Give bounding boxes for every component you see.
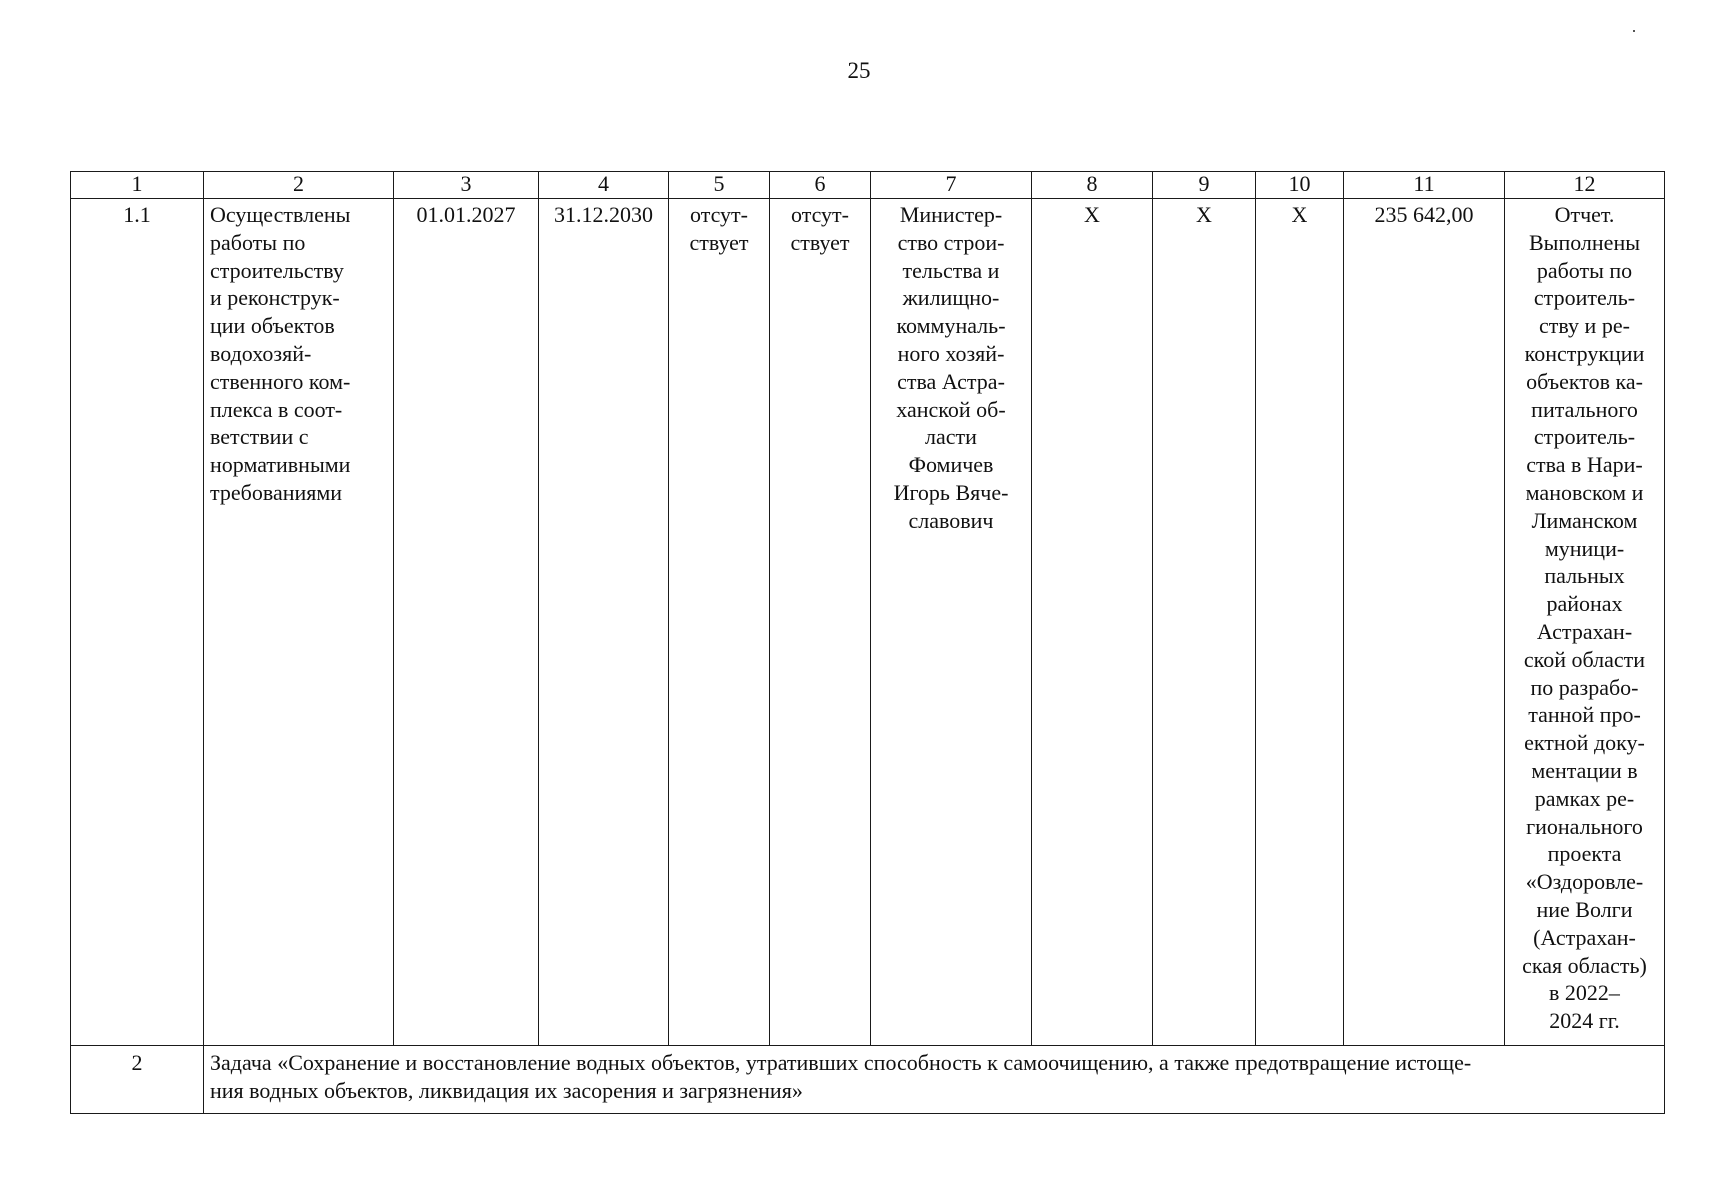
text-line: ства в Нари- xyxy=(1526,452,1643,478)
column-number: 4 xyxy=(539,172,669,199)
text-line: (Астрахан- xyxy=(1533,924,1636,950)
scan-dot xyxy=(1633,30,1635,32)
table-row-1-1 xyxy=(71,199,1665,1046)
text-line: водохозяй- xyxy=(210,340,312,366)
text-line: отсут- xyxy=(689,202,748,227)
text-line: жилищно- xyxy=(902,285,1000,311)
text-line: отсут- xyxy=(790,202,849,227)
text-line: ской области xyxy=(1523,646,1646,672)
text-line: объектов ка- xyxy=(1526,368,1643,394)
task-cell xyxy=(204,1046,1665,1114)
text-line: ного хозяй- xyxy=(897,340,1005,366)
text-line: ласти xyxy=(925,424,977,450)
text-line: 2024 гг. xyxy=(1549,1008,1620,1034)
column-8-cell: Х xyxy=(1032,199,1153,1046)
text-line: муници- xyxy=(1544,535,1625,561)
column-number: 6 xyxy=(770,172,871,199)
text-line: коммуналь- xyxy=(896,313,1006,339)
text-line: работы по xyxy=(1536,257,1633,283)
amount-cell: 235 642,00 xyxy=(1344,199,1505,1046)
text-line: Лиманском xyxy=(1531,507,1638,533)
column-number: 2 xyxy=(204,172,394,199)
column-number: 11 xyxy=(1344,172,1505,199)
text-line: нормативными xyxy=(210,452,351,478)
text-line: ствует xyxy=(790,229,850,255)
text-line: тельства и xyxy=(902,257,1000,283)
program-table xyxy=(70,171,1665,1114)
column-number: 12 xyxy=(1505,172,1665,199)
page-number: 25 xyxy=(847,58,871,83)
text-line: ство строи- xyxy=(897,229,1005,255)
column-number: 8 xyxy=(1032,172,1153,199)
text-line: конструкции xyxy=(1524,340,1645,366)
text-line: ственного ком- xyxy=(210,368,351,394)
text-line: ния водных объектов, ликвидация их засорения и загрязнения» xyxy=(210,1077,803,1103)
text-line: славович xyxy=(908,507,994,533)
column-5-cell xyxy=(669,199,770,1046)
column-numbers-row xyxy=(71,172,1665,199)
column-number: 5 xyxy=(669,172,770,199)
column-10-cell: Х xyxy=(1256,199,1344,1046)
text-line: ветствии с xyxy=(210,424,309,450)
text-line: Астрахан- xyxy=(1536,618,1633,644)
text-line: Министер- xyxy=(899,202,1003,227)
text-line: строитель- xyxy=(1533,424,1636,450)
text-line: ции объектов xyxy=(210,313,335,339)
text-line: Выполнены xyxy=(1528,229,1640,255)
text-line: «Оздоровле- xyxy=(1525,869,1644,895)
text-line: танной про- xyxy=(1528,702,1641,728)
column-6-cell xyxy=(770,199,871,1046)
text-line: ханской об- xyxy=(896,396,1006,422)
text-line: питального xyxy=(1531,396,1638,422)
text-line: ская область) xyxy=(1522,952,1647,978)
text-line: Отчет. xyxy=(1554,202,1615,227)
text-line: гионального xyxy=(1526,813,1643,839)
text-line: ментации в xyxy=(1531,757,1638,783)
text-line: Задача «Сохранение и восстановление водных объектов, утративших способность к самоочищению, а также предотвращение истоще- xyxy=(210,1050,1472,1075)
text-line: и реконструк- xyxy=(210,285,340,311)
text-line: ектной доку- xyxy=(1524,730,1645,756)
text-line: по разрабо- xyxy=(1530,674,1639,700)
start-date-cell: 01.01.2027 xyxy=(394,199,539,1046)
column-number: 10 xyxy=(1256,172,1344,199)
text-line: Игорь Вяче- xyxy=(893,479,1009,505)
result-report-cell xyxy=(1505,199,1665,1046)
end-date-cell: 31.12.2030 xyxy=(539,199,669,1046)
text-line: мановском и xyxy=(1525,479,1644,505)
activity-description-cell xyxy=(204,199,394,1046)
text-line: ства Астра- xyxy=(897,368,1005,394)
text-line: строительству xyxy=(210,257,344,283)
text-line: ствует xyxy=(689,229,749,255)
column-number: 9 xyxy=(1153,172,1256,199)
text-line: в 2022– xyxy=(1549,980,1620,1006)
text-line: пальных xyxy=(1544,563,1625,589)
table-row-2 xyxy=(71,1046,1665,1114)
text-line: ству и ре- xyxy=(1539,313,1630,339)
column-number: 3 xyxy=(394,172,539,199)
responsible-executor-cell xyxy=(871,199,1032,1046)
text-line: плекса в соот- xyxy=(210,396,343,422)
row-number-cell: 2 xyxy=(71,1046,204,1114)
text-line: работы по xyxy=(210,229,306,255)
text-line: ние Волги xyxy=(1536,896,1633,922)
text-line: строитель- xyxy=(1533,285,1636,311)
row-number-cell: 1.1 xyxy=(71,199,204,1046)
text-line: районах xyxy=(1546,591,1623,617)
column-9-cell: Х xyxy=(1153,199,1256,1046)
text-line: рамках ре- xyxy=(1534,785,1635,811)
text-line: требованиями xyxy=(210,479,343,505)
text-line: проекта xyxy=(1547,841,1622,867)
text-line: Фомичев xyxy=(908,452,994,478)
text-line: Осуществлены xyxy=(210,202,351,227)
column-number: 1 xyxy=(71,172,204,199)
column-number: 7 xyxy=(871,172,1032,199)
